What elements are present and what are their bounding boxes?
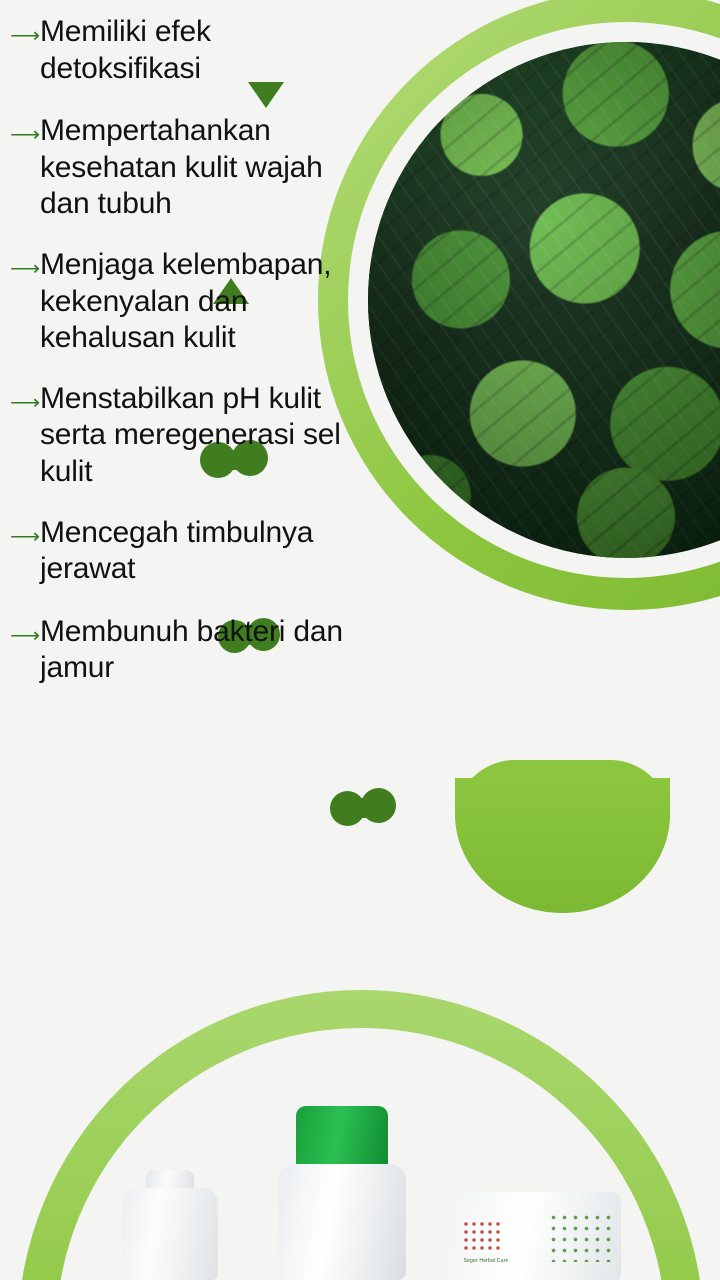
benefit-text: Menjaga kelembapan, kekenyalan dan kehalusan kulit (40, 247, 332, 355)
benefit-text: Mempertahankan kesehatan kulit wajah dan tubuh (40, 114, 323, 221)
benefit-item (10, 614, 370, 687)
arrow-right-icon: ⟶ (10, 623, 41, 647)
benefit-text: Menstabilkan pH kulit serta meregenerasi sel kulit (40, 381, 341, 488)
benefit-text: Mencegah timbulnya jerawat (40, 515, 314, 586)
green-blob-lower (455, 778, 670, 913)
benefit-text: Memiliki efek detoksifikasi (40, 15, 211, 85)
leaf-shading-layer (368, 42, 720, 558)
product-group (0, 1110, 720, 1280)
tube-brand-text: Seger Herbal Care (463, 1258, 509, 1264)
clear-bottle (122, 1188, 218, 1280)
arrow-right-icon: ⟶ (10, 390, 41, 414)
benefit-text: Membunuh bakteri dan jamur (40, 614, 343, 685)
benefit-item (10, 247, 370, 357)
benefit-item (10, 113, 370, 223)
benefits-list (10, 14, 370, 705)
arrow-right-icon: ⟶ (10, 256, 41, 280)
arrow-right-icon: ⟶ (10, 524, 41, 548)
arrow-right-icon: ⟶ (10, 123, 41, 147)
green-cap-bottle (278, 1164, 406, 1280)
tube-logo-icon (462, 1220, 502, 1254)
benefit-item (10, 381, 370, 491)
dumbbell-decor-3 (330, 788, 396, 828)
green-cap (296, 1106, 388, 1172)
arrow-right-icon: ⟶ (10, 24, 41, 47)
benefit-item (10, 14, 370, 87)
leaf-photo-circle (368, 42, 720, 558)
benefit-item (10, 515, 370, 588)
tube-dot-pattern (548, 1212, 614, 1262)
